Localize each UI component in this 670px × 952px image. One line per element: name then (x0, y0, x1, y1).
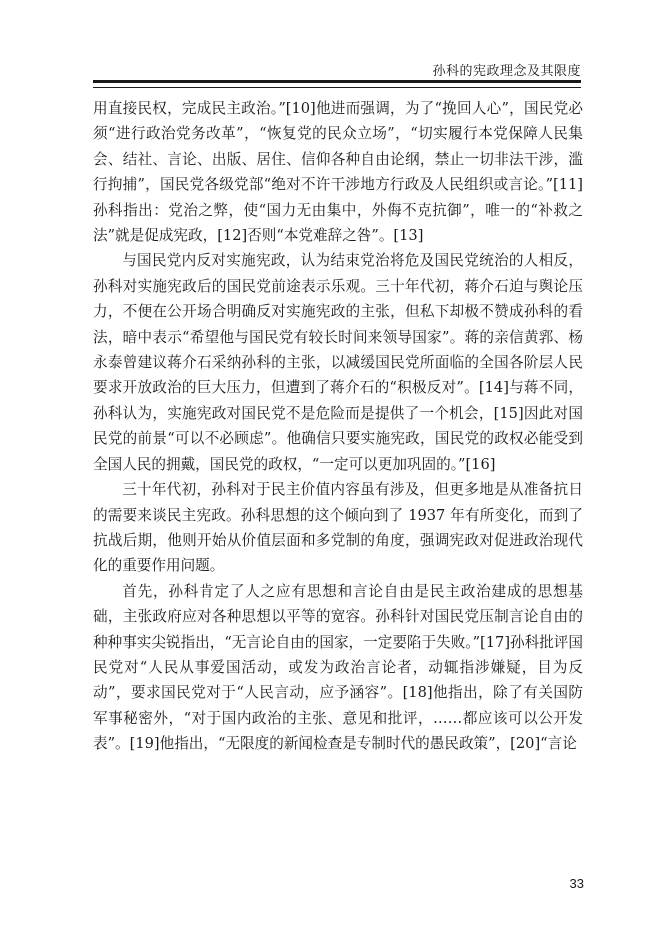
paragraph-1: 用直接民权，完成民主政治。”[10]他进而强调，为了“挽回人心”，国民党必须“进行政治党务改革”，“恢复党的民众立场”，“切实履行本党保障人民集会、结社、言论、出版、居住、信仰各种自由论纲，禁止一切非法干涉，滥行拘捕”，国民党各级党部“绝对不许干涉地方行政及人民组织或言论。”[11]孙科指出：党治之弊，使“国力无由集中，外侮不克抗御”，唯一的“补救之法”就是促成宪政，[12]否则“本党难辞之咎”。[13] (93, 100, 583, 245)
running-header: 孙科的宪政理念及其限度 (432, 64, 581, 79)
body-text (93, 96, 583, 757)
paragraph-2: 与国民党内反对实施宪政，认为结束党治将危及国民党统治的人相反，孙科对实施宪政后的国民党前途表示乐观。三十年代初，蒋介石迫与舆论压力，不便在公开场合明确反对实施宪政的主张，但私下却极不赞成孙科的看法，暗中表示“希望他与国民党有较长时间来领导国家”。蒋的亲信黄郛、杨永泰曾建议蒋介石采纳孙科的主张，以减缓国民党所面临的全国各阶层人民要求开放政治的巨大压力，但遭到了蒋介石的“积极反对”。[14]与蒋不同，孙科认为，实施宪政对国民党不是危险而是提供了一个机会，[15]因此对国民党的前景“可以不必顾虑”。他确信只要实施宪政，国民党的政权必能受到全国人民的拥戴，国民党的政权，“一定可以更加巩固的。”[16] (93, 252, 583, 473)
header-rule-thick (93, 80, 581, 83)
paragraph-4: 首先，孙科肯定了人之应有思想和言论自由是民主政治建成的思想基础，主张政府应对各种思想以平等的宽容。孙科针对国民党压制言论自由的种种事实尖锐指出，“无言论自由的国家，一定要陷于失败。”[17]孙科批评国民党对“人民从事爱国活动，或发为政治言论者，动辄指涉嫌疑，目为反动”，要求国民党对于“人民言动，应予涵容”。[18]他指出，除了有关国防军事秘密外，“对于国内政治的主张、意见和批评，……都应该可以公开发表”。[19]他指出，“无限度的新闻检查是专制时代的愚民政策”，[20]“言论 (93, 582, 583, 753)
page-number: 33 (569, 876, 584, 891)
paragraph-3: 三十年代初，孙科对于民主价值内容虽有涉及，但更多地是从准备抗日的需要来谈民主宪政。孙科思想的这个倾向到了 1937 年有所变化，而到了抗战后期，他则开始从价值层面和多党制的角度，强调宪政对促进政治现代化的重要作用问题。 (93, 481, 583, 575)
header-rule-thin (93, 87, 581, 88)
